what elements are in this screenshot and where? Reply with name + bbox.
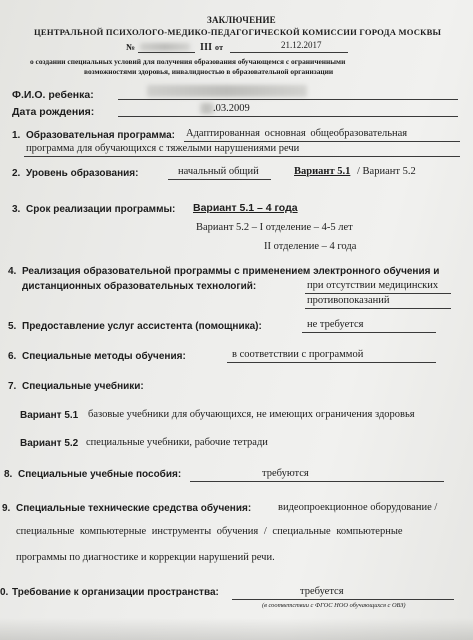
item-10-label: Требование к организации пространства: (12, 587, 219, 598)
assistant-value: не требуется (307, 319, 364, 330)
item-4-value-line-1: при отсутствии медицинских (307, 280, 439, 291)
item-9-number: 9. (2, 503, 11, 514)
item-9-label: Специальные технические средства обучения: (16, 503, 252, 514)
textbooks-variant-5-2-text: специальные учебники, рабочие тетради (86, 437, 268, 448)
number-prefix: № (126, 42, 136, 52)
item-1-value-line-1: Адаптированная основная общеобразовательная (186, 128, 408, 139)
document-title: ЗАКЛЮЧЕНИЕ (207, 15, 276, 25)
item-2-number: 2. (12, 168, 21, 179)
item-1-value-line-2: программа для обучающихся с тяжелыми нарушениями речи (26, 143, 300, 154)
space-requirement-value: требуется (300, 586, 344, 597)
item-9-value-line-3: программы по диагностике и коррекции нарушений речи. (16, 552, 275, 563)
redacted-dob-day (200, 103, 214, 114)
item-3-number: 3. (12, 204, 21, 215)
item-5-number: 5. (8, 321, 17, 332)
item-4-underline-2 (305, 308, 451, 309)
item-1-number: 1. (12, 130, 21, 141)
dob-underline (118, 116, 458, 117)
item-8-label: Специальные учебные пособия: (18, 469, 182, 480)
item-1-underline-1 (184, 141, 460, 142)
dob-value: .03.2009 (213, 103, 250, 114)
program-duration-value: Вариант 5.1 – 4 года (193, 202, 298, 214)
item-4-label-line-2: дистанционных образовательных технологий: (22, 281, 257, 292)
textbooks-variant-5-1: Вариант 5.1 (20, 410, 79, 421)
item-10-underline (232, 599, 454, 600)
number-suffix: III (200, 42, 213, 53)
education-level-value: начальный общий (178, 166, 259, 177)
item-8-number: 8. (4, 469, 13, 480)
purpose-line-1: о создании специальных условий для получения образования обучающемся с ограниченными (30, 57, 346, 66)
dob-label: Дата рождения: (12, 106, 95, 118)
item-4-number: 4. (8, 266, 17, 277)
child-name-label: Ф.И.О. ребенка: (12, 89, 94, 101)
item-9-value-line-2: специальные компьютерные инструменты обучения / специальные компьютерные (16, 526, 403, 537)
program-duration-line-2: Вариант 5.2 – I отделение – 4-5 лет (196, 222, 353, 233)
item-10-number: 0. (0, 587, 9, 598)
item-2-label: Уровень образования: (26, 168, 139, 179)
item-6-label: Специальные методы обучения: (22, 351, 186, 362)
redacted-number (140, 43, 190, 51)
textbooks-variant-5-2: Вариант 5.2 (20, 438, 79, 449)
child-name-underline (118, 99, 458, 100)
item-2-underline (168, 179, 271, 180)
special-methods-value: в соответствии с программой (232, 349, 364, 360)
number-underline (138, 52, 195, 53)
item-8-underline (190, 481, 444, 482)
item-6-underline (227, 362, 436, 363)
commission-name: ЦЕНТРАЛЬНОЙ ПСИХОЛОГО-МЕДИКО-ПЕДАГОГИЧЕСКОЙ КОМИССИИ ГОРОДА МОСКВЫ (34, 27, 442, 37)
textbooks-variant-5-1-text: базовые учебники для обучающихся, не имеющих ограничения здоровья (88, 409, 415, 420)
date-underline (230, 52, 348, 53)
item-6-number: 6. (8, 351, 17, 362)
date-prefix: от (215, 43, 224, 52)
variant-5-2-option: / Вариант 5.2 (357, 166, 416, 177)
page-bottom-shadow (0, 618, 473, 640)
item-5-underline (302, 332, 436, 333)
item-7-label: Специальные учебники: (22, 381, 144, 392)
variant-5-1-selected: Вариант 5.1 (294, 166, 351, 177)
item-1-label: Образовательная программа: (26, 130, 175, 141)
redacted-child-name (147, 85, 307, 97)
item-7-number: 7. (8, 381, 17, 392)
item-3-label: Срок реализации программы: (26, 204, 176, 215)
item-1-underline-2 (24, 156, 460, 157)
item-4-label-line-1: Реализация образовательной программы с применением электронного обучения и (22, 266, 440, 277)
fgos-footnote: (в соответствии с ФГОС НОО обучающихся с ОВЗ) (262, 602, 406, 609)
purpose-line-2: возможностями здоровья, инвалидностью в образовательной организации (84, 67, 334, 76)
item-4-underline-1 (305, 293, 451, 294)
document-date: 21.12.2017 (281, 40, 322, 50)
item-5-label: Предоставление услуг ассистента (помощника): (22, 321, 262, 332)
item-4-value-line-2: противопоказаний (307, 295, 390, 306)
study-aids-value: требуются (262, 468, 309, 479)
item-9-value-line-1: видеопроекционное оборудование / (278, 502, 438, 513)
program-duration-line-3: II отделение – 4 года (264, 241, 357, 252)
